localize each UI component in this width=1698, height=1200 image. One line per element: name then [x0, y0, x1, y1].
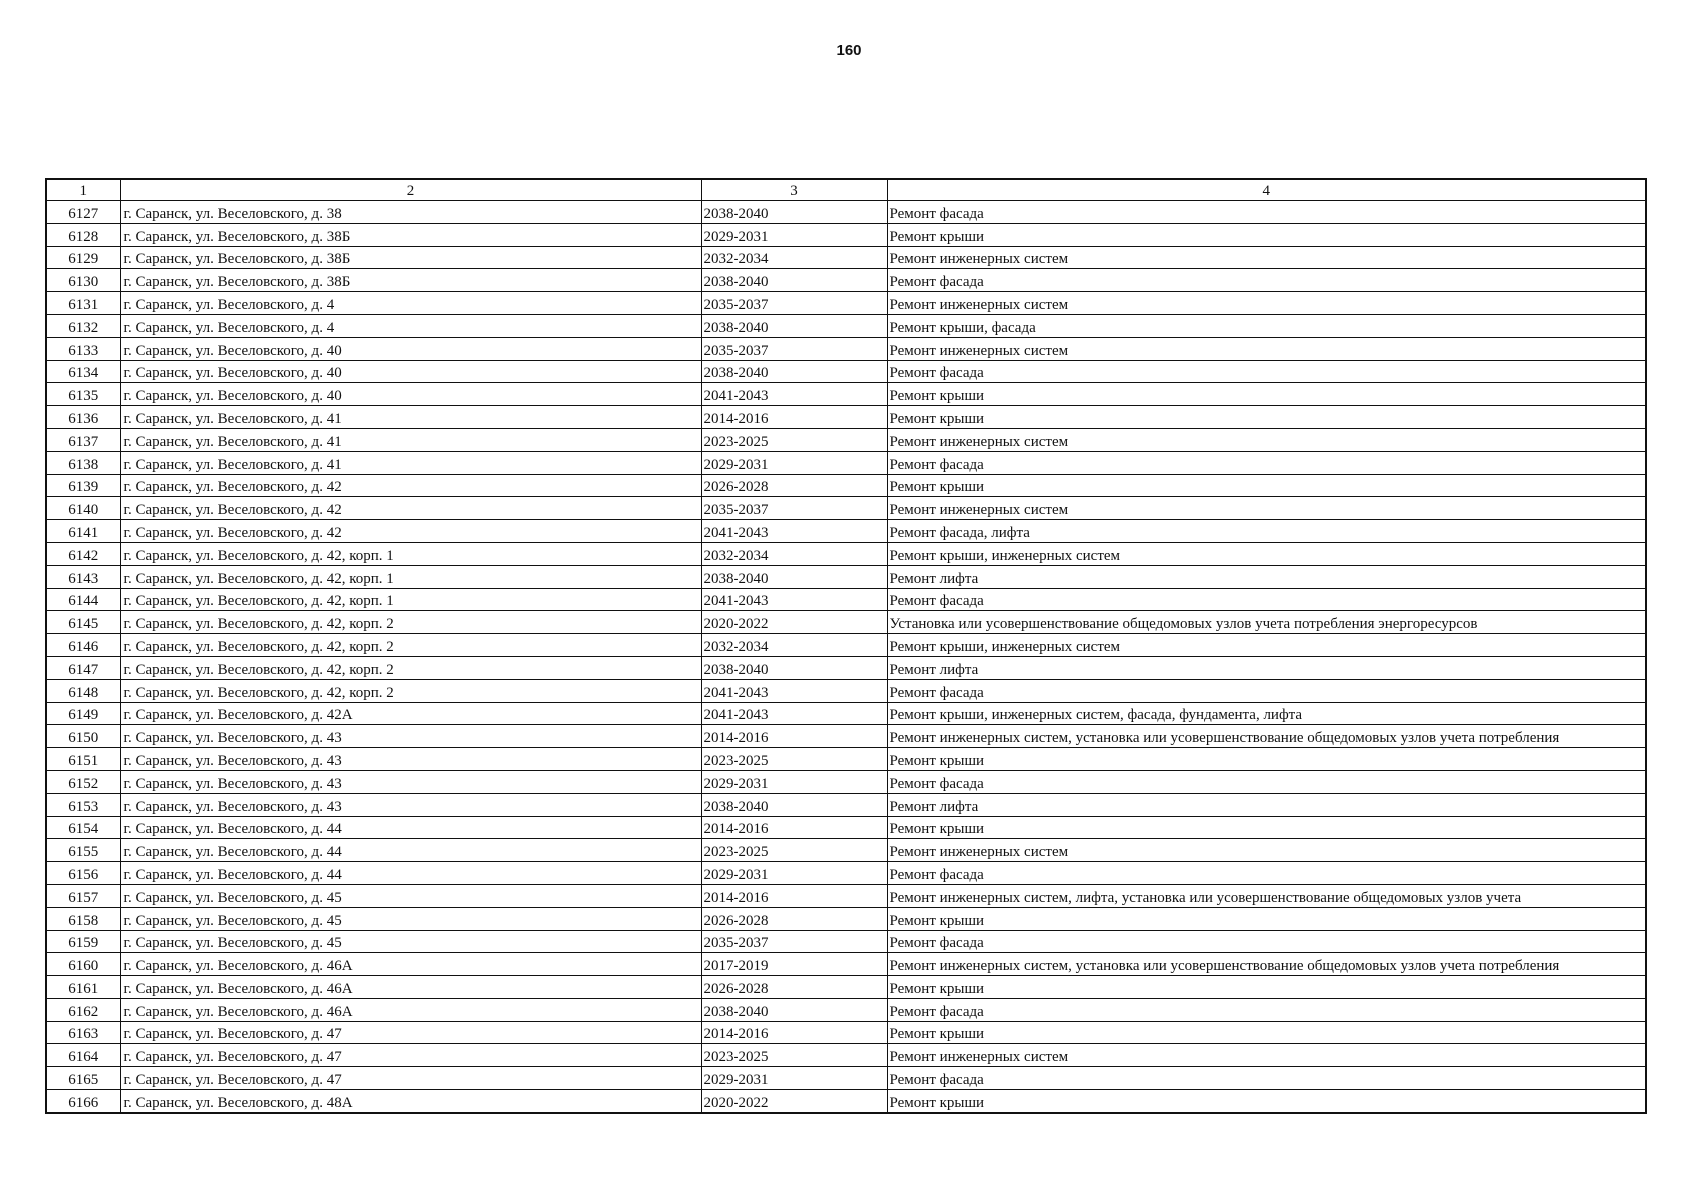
row-address: г. Саранск, ул. Веселовского, д. 44: [120, 839, 701, 862]
row-address: г. Саранск, ул. Веселовского, д. 42: [120, 474, 701, 497]
row-period: 2041-2043: [701, 383, 887, 406]
row-number: 6150: [46, 725, 120, 748]
row-address: г. Саранск, ул. Веселовского, д. 48А: [120, 1090, 701, 1113]
table-row: [46, 360, 1646, 383]
row-address: г. Саранск, ул. Веселовского, д. 46А: [120, 953, 701, 976]
table-row: [46, 953, 1646, 976]
row-work-type: Ремонт инженерных систем: [887, 246, 1646, 269]
row-work-type: Ремонт крыши: [887, 976, 1646, 999]
row-number: 6144: [46, 588, 120, 611]
row-address: г. Саранск, ул. Веселовского, д. 41: [120, 451, 701, 474]
table-row: [46, 201, 1646, 224]
table-row: [46, 246, 1646, 269]
row-work-type: Ремонт лифта: [887, 793, 1646, 816]
table-row: [46, 269, 1646, 292]
row-number: 6147: [46, 656, 120, 679]
table-row: [46, 406, 1646, 429]
row-period: 2038-2040: [701, 201, 887, 224]
row-period: 2020-2022: [701, 1090, 887, 1113]
row-period: 2038-2040: [701, 360, 887, 383]
row-address: г. Саранск, ул. Веселовского, д. 47: [120, 1021, 701, 1044]
row-address: г. Саранск, ул. Веселовского, д. 42, корп. 2: [120, 634, 701, 657]
row-period: 2038-2040: [701, 314, 887, 337]
header-col-work: 4: [887, 179, 1646, 201]
row-address: г. Саранск, ул. Веселовского, д. 41: [120, 428, 701, 451]
row-number: 6127: [46, 201, 120, 224]
table-row: [46, 976, 1646, 999]
row-address: г. Саранск, ул. Веселовского, д. 40: [120, 337, 701, 360]
table-row: [46, 451, 1646, 474]
row-number: 6163: [46, 1021, 120, 1044]
row-number: 6153: [46, 793, 120, 816]
row-number: 6146: [46, 634, 120, 657]
table-row: [46, 793, 1646, 816]
row-number: 6154: [46, 816, 120, 839]
row-address: г. Саранск, ул. Веселовского, д. 38Б: [120, 223, 701, 246]
row-period: 2032-2034: [701, 246, 887, 269]
row-work-type: Ремонт фасада: [887, 201, 1646, 224]
row-work-type: Ремонт инженерных систем: [887, 497, 1646, 520]
row-number: 6131: [46, 292, 120, 315]
row-period: 2023-2025: [701, 748, 887, 771]
row-period: 2032-2034: [701, 634, 887, 657]
row-period: 2020-2022: [701, 611, 887, 634]
row-address: г. Саранск, ул. Веселовского, д. 42А: [120, 702, 701, 725]
table-row: [46, 702, 1646, 725]
row-number: 6130: [46, 269, 120, 292]
row-work-type: Ремонт инженерных систем, лифта, установка или усовершенствование общедомовых узлов учета: [887, 884, 1646, 907]
page-number: 160: [836, 42, 862, 59]
table-row: [46, 223, 1646, 246]
row-number: 6139: [46, 474, 120, 497]
row-address: г. Саранск, ул. Веселовского, д. 4: [120, 292, 701, 315]
row-period: 2032-2034: [701, 542, 887, 565]
row-period: 2023-2025: [701, 839, 887, 862]
row-number: 6149: [46, 702, 120, 725]
row-number: 6164: [46, 1044, 120, 1067]
table-row: [46, 998, 1646, 1021]
row-work-type: Ремонт крыши, инженерных систем: [887, 634, 1646, 657]
row-work-type: Ремонт инженерных систем, установка или усовершенствование общедомовых узлов учета потребления: [887, 725, 1646, 748]
table-row: [46, 770, 1646, 793]
row-number: 6140: [46, 497, 120, 520]
row-period: 2014-2016: [701, 725, 887, 748]
row-address: г. Саранск, ул. Веселовского, д. 38Б: [120, 269, 701, 292]
row-work-type: Ремонт инженерных систем: [887, 292, 1646, 315]
row-work-type: Ремонт крыши: [887, 816, 1646, 839]
table-body: [46, 201, 1646, 1113]
row-work-type: Ремонт крыши: [887, 406, 1646, 429]
row-work-type: Ремонт фасада: [887, 1067, 1646, 1090]
row-address: г. Саранск, ул. Веселовского, д. 42, корп. 2: [120, 656, 701, 679]
row-work-type: Ремонт крыши: [887, 748, 1646, 771]
header-row: [46, 179, 1646, 201]
row-address: г. Саранск, ул. Веселовского, д. 45: [120, 884, 701, 907]
row-period: 2014-2016: [701, 884, 887, 907]
row-work-type: Ремонт крыши: [887, 907, 1646, 930]
row-address: г. Саранск, ул. Веселовского, д. 43: [120, 793, 701, 816]
row-period: 2041-2043: [701, 588, 887, 611]
row-period: 2014-2016: [701, 816, 887, 839]
row-number: 6138: [46, 451, 120, 474]
row-number: 6141: [46, 520, 120, 543]
row-period: 2029-2031: [701, 862, 887, 885]
row-period: 2041-2043: [701, 520, 887, 543]
table-row: [46, 634, 1646, 657]
row-address: г. Саранск, ул. Веселовского, д. 46А: [120, 998, 701, 1021]
row-period: 2029-2031: [701, 451, 887, 474]
table-row: [46, 1090, 1646, 1113]
row-work-type: Ремонт лифта: [887, 656, 1646, 679]
row-work-type: Ремонт крыши: [887, 223, 1646, 246]
row-work-type: Ремонт лифта: [887, 565, 1646, 588]
row-period: 2035-2037: [701, 337, 887, 360]
row-address: г. Саранск, ул. Веселовского, д. 46А: [120, 976, 701, 999]
row-period: 2026-2028: [701, 474, 887, 497]
row-number: 6143: [46, 565, 120, 588]
row-address: г. Саранск, ул. Веселовского, д. 38Б: [120, 246, 701, 269]
row-number: 6152: [46, 770, 120, 793]
row-period: 2035-2037: [701, 930, 887, 953]
row-work-type: Ремонт инженерных систем: [887, 1044, 1646, 1067]
header-col-number: 1: [46, 179, 120, 201]
row-period: 2017-2019: [701, 953, 887, 976]
table-row: [46, 497, 1646, 520]
row-period: 2041-2043: [701, 702, 887, 725]
row-number: 6134: [46, 360, 120, 383]
row-period: 2029-2031: [701, 223, 887, 246]
row-address: г. Саранск, ул. Веселовского, д. 42, корп. 1: [120, 565, 701, 588]
row-number: 6159: [46, 930, 120, 953]
row-period: 2014-2016: [701, 1021, 887, 1044]
row-number: 6135: [46, 383, 120, 406]
row-address: г. Саранск, ул. Веселовского, д. 42, корп. 1: [120, 542, 701, 565]
row-number: 6142: [46, 542, 120, 565]
header-col-period: 3: [701, 179, 887, 201]
row-work-type: Ремонт крыши: [887, 1090, 1646, 1113]
row-address: г. Саранск, ул. Веселовского, д. 42: [120, 520, 701, 543]
row-period: 2023-2025: [701, 428, 887, 451]
row-number: 6162: [46, 998, 120, 1021]
row-work-type: Ремонт крыши, инженерных систем, фасада, фундамента, лифта: [887, 702, 1646, 725]
table-row: [46, 588, 1646, 611]
row-address: г. Саранск, ул. Веселовского, д. 47: [120, 1067, 701, 1090]
row-address: г. Саранск, ул. Веселовского, д. 38: [120, 201, 701, 224]
table-row: [46, 542, 1646, 565]
row-number: 6145: [46, 611, 120, 634]
row-work-type: Ремонт фасада: [887, 269, 1646, 292]
table-row: [46, 656, 1646, 679]
table-row: [46, 565, 1646, 588]
table-row: [46, 428, 1646, 451]
row-work-type: Ремонт крыши, инженерных систем: [887, 542, 1646, 565]
table-row: [46, 907, 1646, 930]
row-period: 2038-2040: [701, 998, 887, 1021]
row-address: г. Саранск, ул. Веселовского, д. 40: [120, 360, 701, 383]
row-work-type: Ремонт крыши: [887, 474, 1646, 497]
table-row: [46, 725, 1646, 748]
row-work-type: Ремонт крыши, фасада: [887, 314, 1646, 337]
table-row: [46, 1021, 1646, 1044]
table-header: [46, 179, 1646, 201]
row-work-type: Ремонт фасада: [887, 588, 1646, 611]
header-col-address: 2: [120, 179, 701, 201]
row-period: 2038-2040: [701, 793, 887, 816]
row-address: г. Саранск, ул. Веселовского, д. 42: [120, 497, 701, 520]
row-number: 6157: [46, 884, 120, 907]
table-row: [46, 884, 1646, 907]
table-row: [46, 1044, 1646, 1067]
row-address: г. Саранск, ул. Веселовского, д. 41: [120, 406, 701, 429]
table-row: [46, 679, 1646, 702]
row-period: 2029-2031: [701, 770, 887, 793]
row-number: 6156: [46, 862, 120, 885]
row-address: г. Саранск, ул. Веселовского, д. 43: [120, 770, 701, 793]
table-row: [46, 383, 1646, 406]
row-work-type: Ремонт фасада, лифта: [887, 520, 1646, 543]
row-number: 6158: [46, 907, 120, 930]
row-period: 2038-2040: [701, 269, 887, 292]
table-row: [46, 474, 1646, 497]
table-row: [46, 314, 1646, 337]
row-address: г. Саранск, ул. Веселовского, д. 45: [120, 907, 701, 930]
row-work-type: Ремонт крыши: [887, 383, 1646, 406]
row-number: 6160: [46, 953, 120, 976]
row-work-type: Ремонт инженерных систем: [887, 839, 1646, 862]
table-row: [46, 930, 1646, 953]
row-work-type: Ремонт фасада: [887, 930, 1646, 953]
row-work-type: Ремонт фасада: [887, 360, 1646, 383]
row-work-type: Ремонт крыши: [887, 1021, 1646, 1044]
table-row: [46, 611, 1646, 634]
row-address: г. Саранск, ул. Веселовского, д. 42, корп. 1: [120, 588, 701, 611]
row-work-type: Ремонт фасада: [887, 862, 1646, 885]
row-work-type: Ремонт инженерных систем: [887, 337, 1646, 360]
row-number: 6128: [46, 223, 120, 246]
table-row: [46, 839, 1646, 862]
row-address: г. Саранск, ул. Веселовского, д. 47: [120, 1044, 701, 1067]
row-period: 2023-2025: [701, 1044, 887, 1067]
table-row: [46, 748, 1646, 771]
row-work-type: Ремонт инженерных систем, установка или усовершенствование общедомовых узлов учета потребления: [887, 953, 1646, 976]
row-number: 6137: [46, 428, 120, 451]
table-row: [46, 520, 1646, 543]
row-work-type: Ремонт фасада: [887, 679, 1646, 702]
row-work-type: Ремонт фасада: [887, 451, 1646, 474]
row-number: 6151: [46, 748, 120, 771]
row-work-type: Ремонт фасада: [887, 998, 1646, 1021]
row-period: 2041-2043: [701, 679, 887, 702]
row-number: 6161: [46, 976, 120, 999]
row-address: г. Саранск, ул. Веселовского, д. 43: [120, 748, 701, 771]
row-address: г. Саранск, ул. Веселовского, д. 42, корп. 2: [120, 679, 701, 702]
table-row: [46, 816, 1646, 839]
row-number: 6166: [46, 1090, 120, 1113]
row-number: 6132: [46, 314, 120, 337]
row-work-type: Установка или усовершенствование общедомовых узлов учета потребления энергоресурсов: [887, 611, 1646, 634]
table-row: [46, 862, 1646, 885]
table-row: [46, 337, 1646, 360]
table-row: [46, 292, 1646, 315]
row-period: 2035-2037: [701, 497, 887, 520]
row-address: г. Саранск, ул. Веселовского, д. 43: [120, 725, 701, 748]
row-number: 6155: [46, 839, 120, 862]
repair-schedule-table: [45, 178, 1647, 1114]
row-work-type: Ремонт инженерных систем: [887, 428, 1646, 451]
row-period: 2026-2028: [701, 907, 887, 930]
row-address: г. Саранск, ул. Веселовского, д. 42, корп. 2: [120, 611, 701, 634]
row-period: 2014-2016: [701, 406, 887, 429]
row-period: 2026-2028: [701, 976, 887, 999]
row-period: 2029-2031: [701, 1067, 887, 1090]
row-number: 6148: [46, 679, 120, 702]
row-period: 2035-2037: [701, 292, 887, 315]
row-address: г. Саранск, ул. Веселовского, д. 40: [120, 383, 701, 406]
row-address: г. Саранск, ул. Веселовского, д. 44: [120, 816, 701, 839]
row-number: 6165: [46, 1067, 120, 1090]
row-address: г. Саранск, ул. Веселовского, д. 44: [120, 862, 701, 885]
row-period: 2038-2040: [701, 656, 887, 679]
row-address: г. Саранск, ул. Веселовского, д. 45: [120, 930, 701, 953]
table-row: [46, 1067, 1646, 1090]
row-address: г. Саранск, ул. Веселовского, д. 4: [120, 314, 701, 337]
row-number: 6129: [46, 246, 120, 269]
row-number: 6136: [46, 406, 120, 429]
row-number: 6133: [46, 337, 120, 360]
row-work-type: Ремонт фасада: [887, 770, 1646, 793]
row-period: 2038-2040: [701, 565, 887, 588]
